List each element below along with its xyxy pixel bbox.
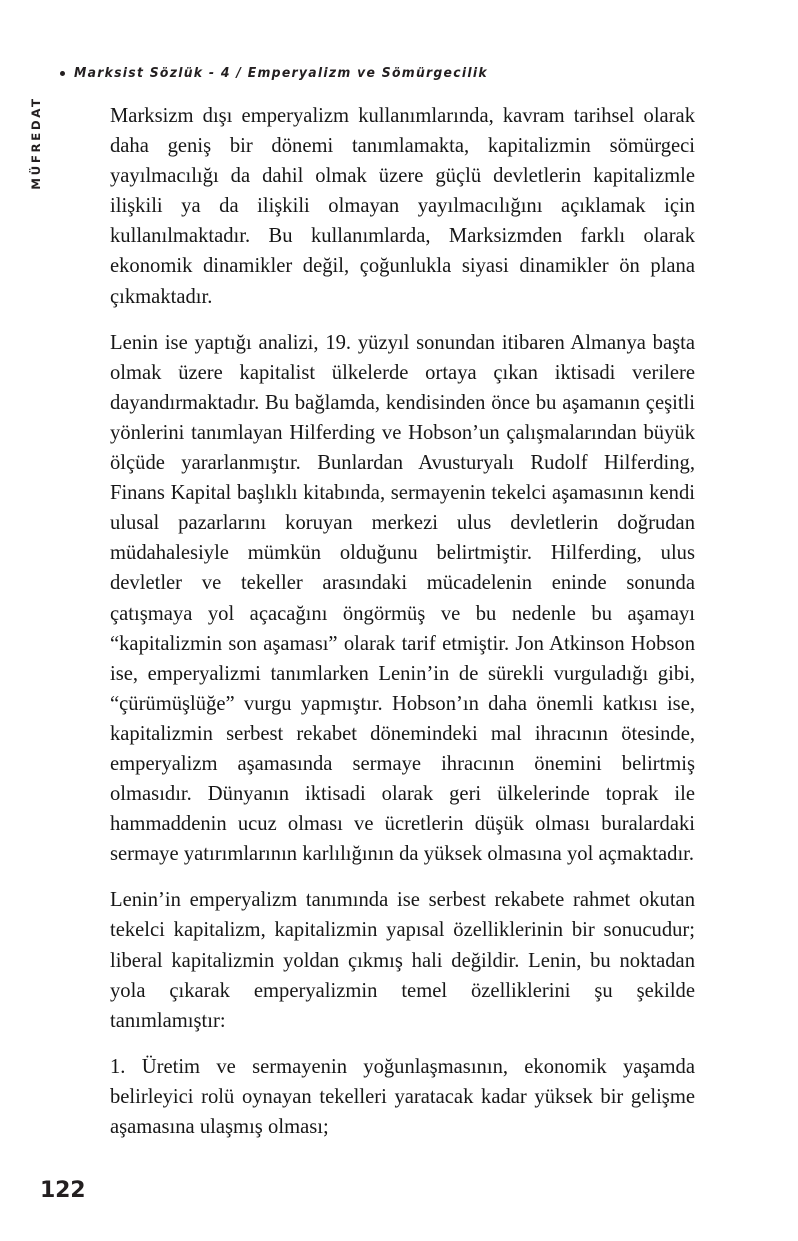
page-number: 122	[40, 1178, 86, 1203]
section-tab	[0, 88, 72, 198]
bullet-dot-icon	[60, 71, 65, 76]
body-text-column	[110, 101, 695, 1142]
paragraph: 1. Üretim ve sermayenin yoğunlaşmasının, ekonomik yaşamda belirleyici rolü oynayan tekelleri yaratacak kadar yüksek bir gelişme aşamasına ulaşmış olması;	[110, 1055, 695, 1138]
paragraph: Lenin’in emperyalizm tanımında ise serbest rekabete rahmet okutan tekelci kapitalizm, kapitalizmin yapısal özelliklerinin bir sonucudur; liberal kapitalizmin yoldan çıkmış hali değildir. Lenin, bu noktadan yola çıkarak emperyalizmin temel özelliklerini şu şekilde tanımlamıştır:	[110, 889, 695, 1032]
section-tab-label: MÜFREDAT	[29, 96, 43, 190]
running-head	[60, 62, 720, 84]
paragraph: Marksizm dışı emperyalizm kullanımlarında, kavram tarihsel olarak daha geniş bir dönemi tanımlamakta, kapitalizmin sömürgeci yayılmacılığı da dahil olmak üzere güçlü devletlerin kapitalizmle ilişkili ya da ilişkili olmayan yayılmacılığını açıklamak için kullanılmaktadır. Bu kullanımlarda, Marksizmden farklı olarak ekonomik dinamikler değil, çoğunlukla siyasi dinamikler ön plana çıkmaktadır.	[110, 105, 695, 308]
paragraph: Lenin ise yaptığı analizi, 19. yüzyıl sonundan itibaren Almanya başta olmak üzere kapitalist ülkelerde ortaya çıkan iktisadi verilere dayandırmaktadır. Bu bağlamda, kendisinden önce bu aşamanın çeşitli yönlerini tanımlayan Hilferding ve Hobson’un çalışmalarından büyük ölçüde yararlanmıştır. Bunlardan Avusturyalı Rudolf Hilferding, Finans Kapital başlıklı kitabında, sermayenin tekelci aşamasının kendi ulusal pazarlarını koruyan merkezi ulus devletlerin doğrudan müdahalesiyle mümkün olduğunu belirtmiştir. Hilferding, ulus devletler ve tekeller arasındaki mücadelenin eninde sonunda çatışmaya yol açacağını öngörmüş ve bu nedenle bu aşamayı “kapitalizmin son aşaması” olarak tarif etmiştir. Jon Atkinson Hobson ise, emperyalizmi tanımlarken Lenin’in de sürekli vurguladığı gibi, “çürümüşlüğe” vurgu yapmıştır. Hobson’ın daha önemli katkısı ise, kapitalizmin serbest rekabet dönemindeki mal ihracının ötesinde, emperyalizm aşamasında sermaye ihracının önemini belirtmiş olmasıdır. Dünyanın iktisadi olarak geri ülkelerinde toprak ile hammaddenin ucuz olması ve ücretlerin düşük olması buralardaki sermaye yatırımlarının karlılığının da yüksek olmasına yol açmaktadır.	[110, 331, 695, 866]
running-head-text: Marksist Sözlük - 4 / Emperyalizm ve Sömürgecilik	[74, 65, 488, 81]
